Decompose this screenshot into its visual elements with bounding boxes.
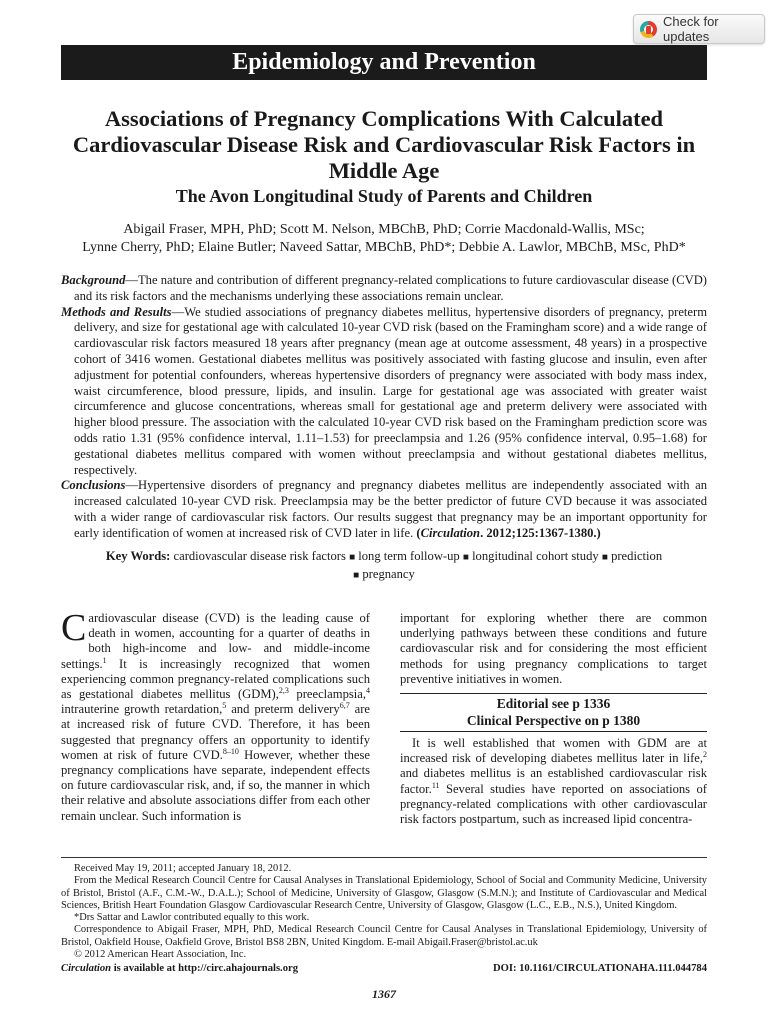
abstract [61, 273, 707, 542]
keyword-separator-icon: ■ [601, 552, 608, 563]
keyword: cardiovascular disease risk factors [173, 549, 346, 563]
body-text: However, whether these pregnancy complications have separate, independent effects on future cardiovascular risk, and, if so, the manner in which their relative and absolute associations differ from each other remain unclear. Such information is [61, 747, 370, 823]
journal-availability [61, 963, 298, 974]
page-number: 1367 [372, 987, 396, 1001]
footnotes [61, 863, 707, 961]
keyword-separator-icon: ■ [462, 552, 469, 563]
equal-contribution-note: *Drs Sattar and Lawlor contributed equally to this work. [74, 912, 310, 924]
received-dates: Received May 19, 2011; accepted January 18, 2012. [74, 863, 292, 874]
check-for-updates-button[interactable] [633, 14, 765, 44]
body-text: Several studies have reported on associations of pregnancy-related complications with other cardiovascular risk factors postpartum, such as increased lipid concentra- [400, 781, 707, 827]
body-text: and preterm delivery [226, 702, 340, 717]
section-banner: Epidemiology and Prevention [61, 45, 707, 80]
body-text: ardiovascular disease (CVD) is the leading cause of death in women, accounting for a quarter of deaths in both high-income and low- and middle-income settings. [61, 611, 370, 671]
body-text: It is well established that women with GDM are at increased risk of developing diabetes mellitus later in life, [400, 736, 707, 766]
methods-text: We studied associations of pregnancy diabetes mellitus, hypertensive disorders of pregnancy, preterm delivery, and size for gestational age with calculated 10-year CVD risk (based on the Framingham score) and a wide range of cardiovascular risk factors measured 18 years after pregnancy (mean age at outcome assessment, 48 years) in a prospective cohort of 3416 women. Gestational diabetes mellitus was positively associated with fasting glucose and insulin, even after adjustment for potential confounders, whereas hypertensive disorders of pregnancy were associated with body mass index, waist circumference, blood pressure, lipids, and insulin. Large for gestational age was associated with greater waist circumference and glucose concentrations, whereas small for gestational age and preterm delivery were associated with higher blood pressure. The association with the calculated 10-year CVD risk based on the Framingham prediction score was odds ratio 1.31 (95% confidence interval, 1.11–1.53) for preeclampsia and 1.26 (95% confidence interval, 0.95–1.68) for gestational diabetes mellitus compared with women without preeclampsia and without gestational diabetes mellitus, respectively. [74, 304, 707, 477]
keyword-separator-icon: ■ [353, 570, 360, 581]
affiliations: From the Medical Research Council Centre for Causal Analyses in Translational Epidemiology, School of Social and Community Medicine, University of Bristol, Bristol (A.F., C.M.-W., D.A.L.); School of Medicine, University of Glasgow, Glasgow (S.M.N.); and Institute of Cardiovascular and Medical Sciences, British Heart Foundation Glasgow Cardiovascular Research Centre, University of Glasgow, Glasgow (L.C., E.B., N.S.), United Kingdom. [61, 875, 707, 911]
citation-details: . 2012;125:1367-1380.) [480, 525, 601, 540]
body-column-2 [400, 611, 707, 687]
keyword-separator-icon: ■ [349, 552, 356, 563]
reference-mark: 11 [431, 780, 440, 790]
drop-cap: C [61, 607, 87, 649]
background-label: Background [61, 273, 126, 287]
editorial-box [400, 693, 707, 732]
page-footer [61, 963, 707, 974]
editorial-link: Editorial see p 1336 [496, 696, 611, 711]
body-text: and diabetes mellitus is an established cardiovascular risk factor. [400, 766, 707, 796]
keywords [61, 548, 707, 584]
abstract-conclusions: Conclusions—Hypertensive disorders of pregnancy and pregnancy diabetes mellitus are independently associated with an increased calculated 10-year CVD risk. Preeclampsia may be the better predictor of future CVD because it was associated with a wider range of cardiovascular risk factors. Our results suggest that pregnancy may be an important opportunity for early identification of women at increased risk of CVD later in life. (Circulation. 2012;125:1367-1380.) [61, 478, 707, 540]
body-text: important for exploring whether there are common underlying pathways between these conditions and future cardiovascular risk and for considering the most efficient methods for using pregnancy complications to target preventive initiatives in women. [400, 611, 707, 686]
methods-label: Methods and Results [61, 304, 172, 319]
crossmark-icon [640, 21, 657, 38]
footer-availability-text: is available at http://circ.ahajournals.org [111, 963, 299, 974]
author-line-1: Abigail Fraser, MPH, PhD; Scott M. Nelson, MBChB, PhD; Corrie Macdonald-Wallis, MSc; [123, 222, 645, 237]
conclusions-text: Hypertensive disorders of pregnancy and pregnancy diabetes mellitus are independently associated with an increased calculated 10-year CVD risk. Preeclampsia may be the better predictor of future CVD because it was associated with a wider range of cardiovascular risk factors. Our results suggest that pregnancy may be an important opportunity for early identification of women at increased risk of CVD later in life. [74, 478, 707, 540]
copyright: © 2012 American Heart Association, Inc. [74, 949, 247, 961]
citation-journal: Circulation [420, 525, 481, 540]
body-text: are at increased risk of future CVD. Therefore, it has been suggested that pregnancy offers an opportunity to identify women at risk of future CVD. [61, 702, 370, 762]
body-column-1 [61, 607, 371, 824]
article-title: Associations of Pregnancy Complications With Calculated Cardiovascular Disease Risk and Cardiovascular Risk Factors in Middle Age [72, 106, 696, 183]
keyword: pregnancy [362, 567, 415, 581]
body-column-2-continued [400, 736, 707, 827]
keywords-label: Key Words: [105, 549, 171, 563]
keyword: prediction [611, 549, 663, 563]
body-text: intrauterine growth retardation, [61, 702, 223, 717]
conclusions-label: Conclusions [61, 478, 126, 493]
clinical-perspective-link: Clinical Perspective on p 1380 [466, 712, 641, 728]
keyword: long term follow-up [358, 549, 460, 563]
doi[interactable]: DOI: 10.1161/CIRCULATIONAHA.111.044784 [492, 963, 707, 974]
background-text: The nature and contribution of different pregnancy-related complications to future cardiovascular disease (CVD) and its risk factors and the mechanisms underlying these associations remain unclear. [74, 273, 707, 303]
reference-mark: 2,3 [278, 685, 289, 695]
abstract-background: Background—The nature and contribution of different pregnancy-related complications to future cardiovascular disease (CVD) and its risk factors and the mechanisms underlying these associations remain unclear. [61, 273, 707, 303]
abstract-methods: Methods and Results—We studied associations of pregnancy diabetes mellitus, hypertensive disorders of pregnancy, preterm delivery, and size for gestational age with calculated 10-year CVD risk (based on the Framingham score) and a wide range of cardiovascular risk factors measured 18 years after pregnancy (mean age at outcome assessment, 48 years) in a prospective cohort of 3416 women. Gestational diabetes mellitus was positively associated with fasting glucose and insulin, even after adjustment for potential confounders, whereas hypertensive disorders of pregnancy were associated with body mass index, waist circumference, blood pressure, lipids, and insulin. Large for gestational age was associated with greater waist circumference and glucose concentrations, whereas small for gestational age and preterm delivery were associated with higher blood pressure. The association with the calculated 10-year CVD risk based on the Framingham prediction score was odds ratio 1.31 (95% confidence interval, 1.11–1.53) for preeclampsia and 1.26 (95% confidence interval, 0.95–1.68) for gestational diabetes mellitus compared with women without preeclampsia and without gestational diabetes mellitus, respectively. [61, 304, 707, 477]
reference-mark: 2 [703, 750, 707, 760]
body-text: It is increasingly recognized that women experiencing common pregnancy-related complications such as gestational diabetes mellitus (GDM), [61, 656, 370, 702]
reference-mark: 8–10 [222, 746, 239, 756]
reference-mark: 4 [366, 685, 371, 695]
article-subtitle: The Avon Longitudinal Study of Parents and Children [175, 186, 593, 206]
check-for-updates-label: Check for updates [663, 14, 719, 44]
footer-journal: Circulation [61, 963, 112, 974]
footnote-divider [61, 857, 707, 858]
correspondence: Correspondence to Abigail Fraser, MPH, PhD, Medical Research Council Centre for Causal Analyses in Translational Epidemiology, University of Bristol, Oakfield House, Oakfield Grove, Bristol BS8 2BN, United Kingdom. E-mail Abigail.Fraser@bristol.ac.uk [61, 924, 707, 948]
reference-mark: 1 [102, 655, 107, 665]
reference-mark: 6,7 [339, 701, 350, 711]
body-text: preeclampsia, [288, 687, 367, 702]
author-line-2: Lynne Cherry, PhD; Elaine Butler; Naveed Sattar, MBChB, PhD*; Debbie A. Lawlor, MBChB, MSc, PhD* [82, 240, 686, 255]
keyword: longitudinal cohort study [472, 549, 599, 563]
reference-mark: 5 [222, 701, 227, 711]
